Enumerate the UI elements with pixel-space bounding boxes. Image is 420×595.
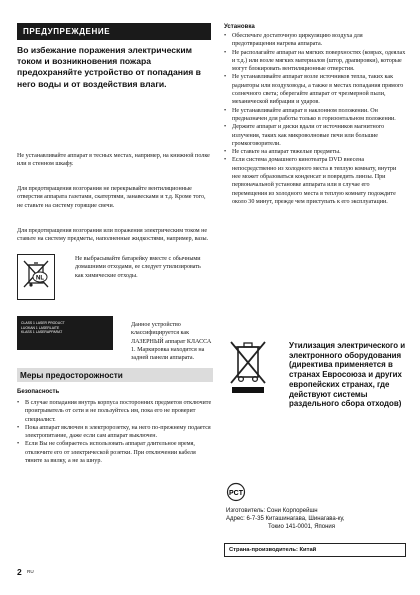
crossed-bin-weee-icon [226,339,270,395]
paragraph-1: Не устанавливайте аппарат в тесных местах, например, на книжной полке или в стенном шкафу. [17,153,210,168]
installation-bullet-list [224,32,406,206]
manufacturer-line: Адрес: 6-7-35 Киташинагава, Шинагава-ку, [226,516,345,522]
list-item: • Обеспечьте достаточную циркуляцию воздуха для предотвращения нагрева аппарата. [224,32,406,49]
warning-headline: Во избежание поражения электрическим током и возникновения пожара предохраняйте устройство от попадания в него воды и от воздействия влаги. [17,45,201,89]
list-item: • Не располагайте аппарат на мягких поверхностях (коврах, одеялах и т.д.) или возле мягких материалов (штор, драпировки), которые могут блокировать вентиляционные отверстия. [224,49,406,74]
laser-class-text: Данное устройство классифицируется как ЛАЗЕРНЫЙ аппарат КЛАССА 1. Маркировка находится на задней панели аппарата. [131,322,212,362]
precautions-title: Меры предосторожности [17,368,213,382]
list-item: • Пока аппарат включен в электророзетку, на него по-прежнему подается электропитание, даже если сам аппарат выключен. [17,424,213,441]
manufacturer-block [226,507,408,531]
page-language: RU [27,569,34,574]
list-item: • В случае попадания внутрь корпуса посторонних предметов отключите проигрыватель от сети и не пользуйтесь им, пока его не проверит специалист. [17,399,213,424]
laser-label-line: CLASS 1 LASER PRODUCT [21,321,65,325]
svg-text:PCT: PCT [229,490,243,497]
safety-bullet-list [17,399,213,465]
list-item: • Если Вы не собираетесь использовать аппарат длительное время, отключите его от электрической розетки. При отключении кабеля тяните за вилку, а не за шнур. [17,440,213,465]
installation-heading: Установка [224,23,255,30]
list-item: • Если система домашнего кинотеатра DVD внесена непосредственно из холодного места в теплую комнату, внутри нее может образоваться конденсат и повредить линзы. При первоначальной установке аппарата или в случае его перемещения из холодного места в теплую комнату подождите около 30 минут, прежде чем приступать к его эксплуатации. [224,156,406,206]
list-item: • Не устанавливайте аппарат в наклонном положении. Он предназначен для работы только в горизонтальном положении. [224,107,406,124]
manufacturer-line: Изготовитель: Сони Корпорейшн [226,508,318,514]
paragraph-3: Для предотвращения возгорания или поражения электрическим током не ставьте на систему предметы, наполненные жидкостями, например, вазы. [17,228,209,243]
weee-disposal-title: Утилизация электрического и электронного оборудования (директива применяется в странах Евросоюза и других европейских странах, где действуют системы раздельного сбора отходов) [289,341,406,409]
svg-text:NL: NL [36,275,44,282]
battery-disposal-text: Не выбрасывайте батарейку вместе с обычными домашними отходами, ее следует утилизировать как химические отходы. [75,256,201,279]
laser-label-line: KLASS 1 LASERAPPARAT [21,330,63,335]
list-item: • Не устанавливайте аппарат возле источников тепла, таких как радиаторы или воздуховоды, а также в местах попадания прямого солнечного света; оберегайте аппарат от чрезмерной пыли, механической вибрации и ударов. [224,73,406,106]
manufacturer-line: Токио 141-0001, Япония [268,524,336,530]
page-number: 2 [17,567,22,577]
list-item: • Держите аппарат и диски вдали от источников магнитного излучения, таких как микроволновые печи или большие громкоговорители. [224,123,406,148]
laser-class-label [17,316,113,350]
paragraph-2: Для предотвращения возгорания не перекрывайте вентиляционные отверстия аппарата газетами, скатертями, занавесками и т.д. Кроме того, не ставьте на систему горящие свечи. [17,186,206,209]
pct-cert-icon [226,482,246,502]
country-of-origin: Страна-производитель: Китай [224,543,406,557]
warning-banner: ПРЕДУПРЕЖДЕНИЕ [17,23,211,40]
laser-label-line: LUOKAN 1 LASERLAITE [21,325,60,330]
safety-heading: Безопасность [17,388,60,395]
crossed-bin-battery-icon [17,254,55,300]
list-item: • Не ставьте на аппарат тяжелые предметы. [224,148,406,156]
